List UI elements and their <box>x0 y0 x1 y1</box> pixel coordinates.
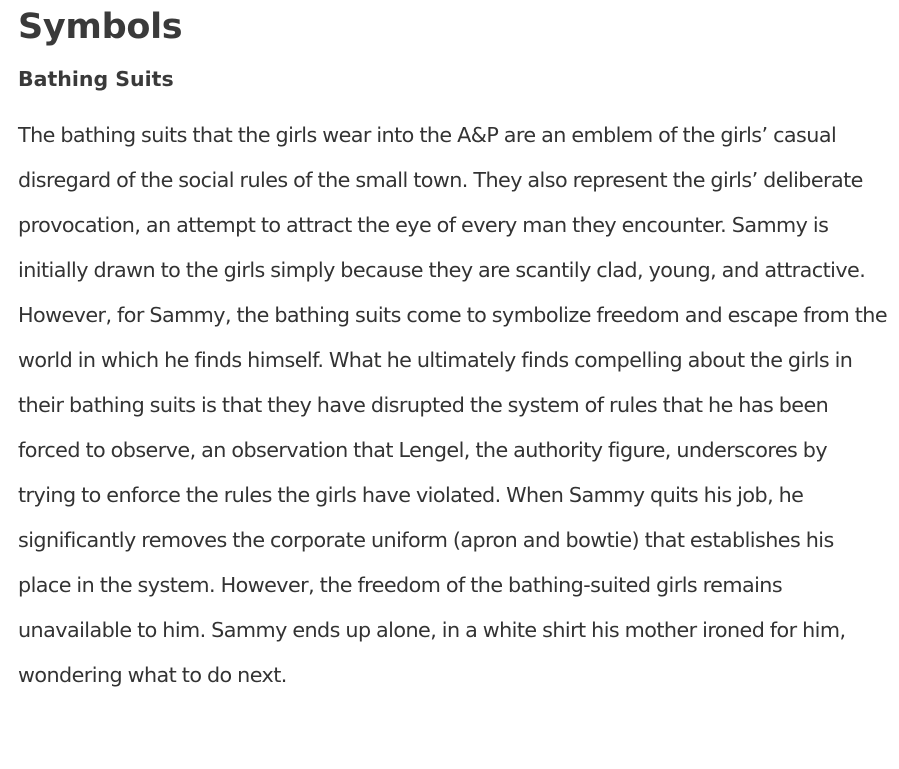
section-heading-bathing-suits: Bathing Suits <box>18 67 174 91</box>
page-title: Symbols <box>18 7 183 47</box>
section-body-paragraph: The bathing suits that the girls wear into the A&P are an emblem of the girls’ casual disregard of the social rules of the small town. They also represent the girls’ deliberate provocation, an attempt to attract the eye of every man they encounter. Sammy is initially drawn to the girls simply because they are scantily clad, young, and attractive. However, for Sammy, the bathing suits come to symbolize freedom and escape from the world in which he finds himself. What he ultimately finds compelling about the girls in their bathing suits is that they have disrupted the system of rules that he has been forced to observe, an observation that Lengel, the authority figure, underscores by trying to enforce the rules the girls have violated. When Sammy quits his job, he significantly removes the corporate uniform (apron and bowtie) that establishes his place in the system. However, the freedom of the bathing-suited girls remains unavailable to him. Sammy ends up alone, in a white shirt his mother ironed for him, wondering what to do next. <box>18 123 888 687</box>
